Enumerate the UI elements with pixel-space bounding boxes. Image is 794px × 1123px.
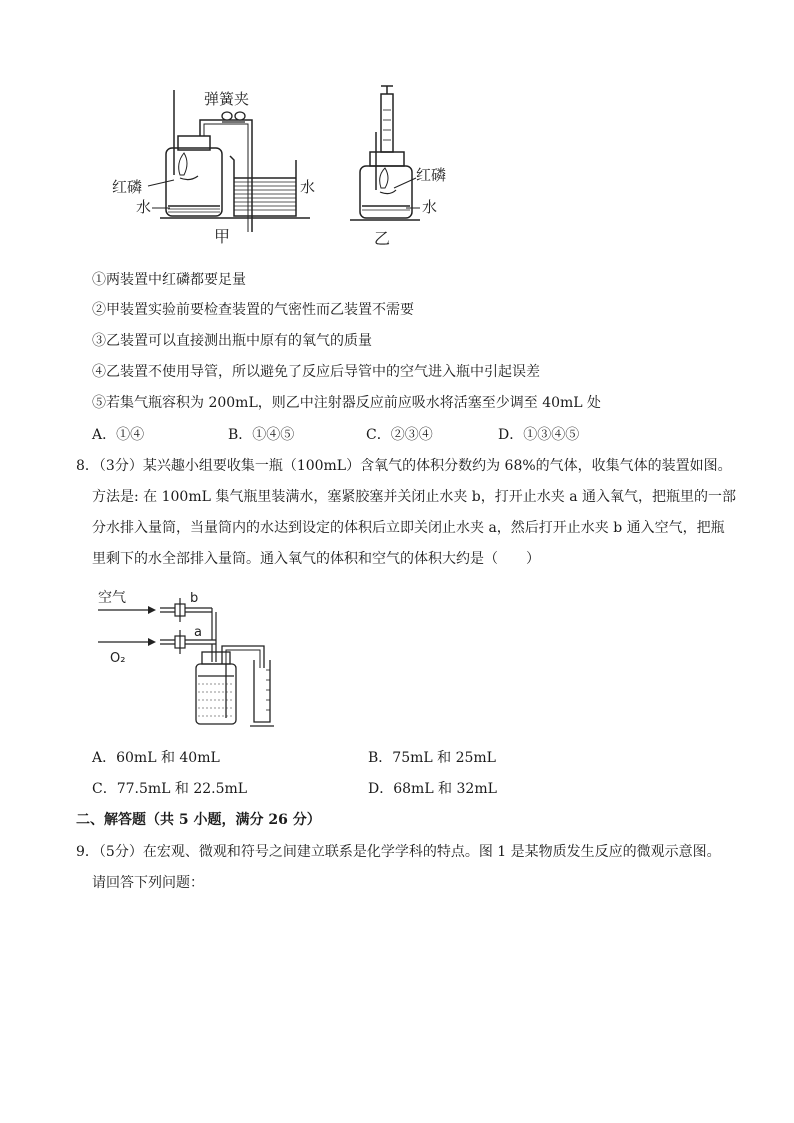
label-red-phosphorus-left: 红磷	[112, 178, 143, 196]
label-b: b	[190, 591, 199, 606]
jia-bottle	[166, 90, 252, 232]
q8-text-line-2: 方法是: 在 100mL 集气瓶里装满水，塞紧胶塞并关闭止水夹 b，打开止水夹 a 通入氧气，把瓶里的一部	[92, 489, 737, 505]
apparatus-figure-jia-yi	[100, 80, 470, 255]
jia-beaker	[230, 156, 296, 216]
label-water-right: 水	[422, 198, 438, 216]
tube-a	[160, 608, 216, 662]
label-a: a	[194, 625, 202, 640]
q9-text-line-1: 9．（5分）在宏观、微观和符号之间建立联系是化学学科的特点。图 1 是某物质发生反应的微观示意图。	[76, 844, 721, 860]
q8-option-a[interactable]: A．60mL 和 40mL	[92, 750, 220, 766]
label-o2: O₂	[110, 651, 126, 666]
q9-text-line-2: 请回答下列问题：	[92, 875, 204, 891]
q7-statement-4: ④乙装置不使用导管，所以避免了反应后导管中的空气进入瓶中引起误差	[92, 364, 540, 380]
gas-collection-figure	[90, 584, 300, 730]
tube-b	[160, 608, 212, 612]
label-water-beaker: 水	[300, 178, 316, 196]
q7-statement-3: ③乙装置可以直接测出瓶中原有的氧气的质量	[92, 333, 372, 349]
q8-text-line-4: 里剩下的水全部排入量筒。通入氧气的体积和空气的体积大约是（ ）	[92, 551, 540, 567]
clip-a-icon	[175, 630, 185, 654]
graduated-cylinder	[250, 660, 274, 726]
q8-option-b[interactable]: B．75mL 和 25mL	[368, 750, 496, 766]
label-air: 空气	[98, 590, 126, 606]
q7-option-a[interactable]: A．①④	[92, 427, 145, 443]
q7-option-b[interactable]: B．①④⑤	[228, 427, 295, 443]
q8-text-line-3: 分水排入量筒，当量筒内的水达到设定的体积后立即关闭止水夹 a，然后打开止水夹 b 通入空气，把瓶	[92, 520, 725, 536]
q8-option-c[interactable]: C．77.5mL 和 22.5mL	[92, 781, 248, 797]
q7-statement-5: ⑤若集气瓶容积为 200mL，则乙中注射器反应前应吸水将活塞至少调至 40mL 处	[92, 395, 602, 411]
q7-statement-1: ①两装置中红磷都要足量	[92, 272, 246, 288]
label-jia: 甲	[214, 227, 231, 246]
q7-option-d[interactable]: D．①③④⑤	[498, 427, 580, 443]
q8-option-d[interactable]: D．68mL 和 32mL	[368, 781, 497, 797]
q7-option-c[interactable]: C．②③④	[366, 427, 433, 443]
clip-b-icon	[175, 598, 185, 622]
label-spring-clip: 弹簧夹	[204, 90, 250, 108]
label-yi: 乙	[374, 229, 391, 248]
q8-text-line-1: 8．（3分）某兴趣小组要收集一瓶（100mL）含氧气的体积分数约为 68%的气体，收集气体的装置如图。	[76, 458, 732, 474]
section-heading: 二、解答题（共 5 小题，满分 26 分）	[76, 812, 321, 828]
yi-apparatus	[360, 86, 412, 218]
label-red-phosphorus-right: 红磷	[416, 166, 447, 184]
q7-statement-2: ②甲装置实验前要检查装置的气密性而乙装置不需要	[92, 302, 414, 318]
label-water-left: 水	[136, 198, 152, 216]
